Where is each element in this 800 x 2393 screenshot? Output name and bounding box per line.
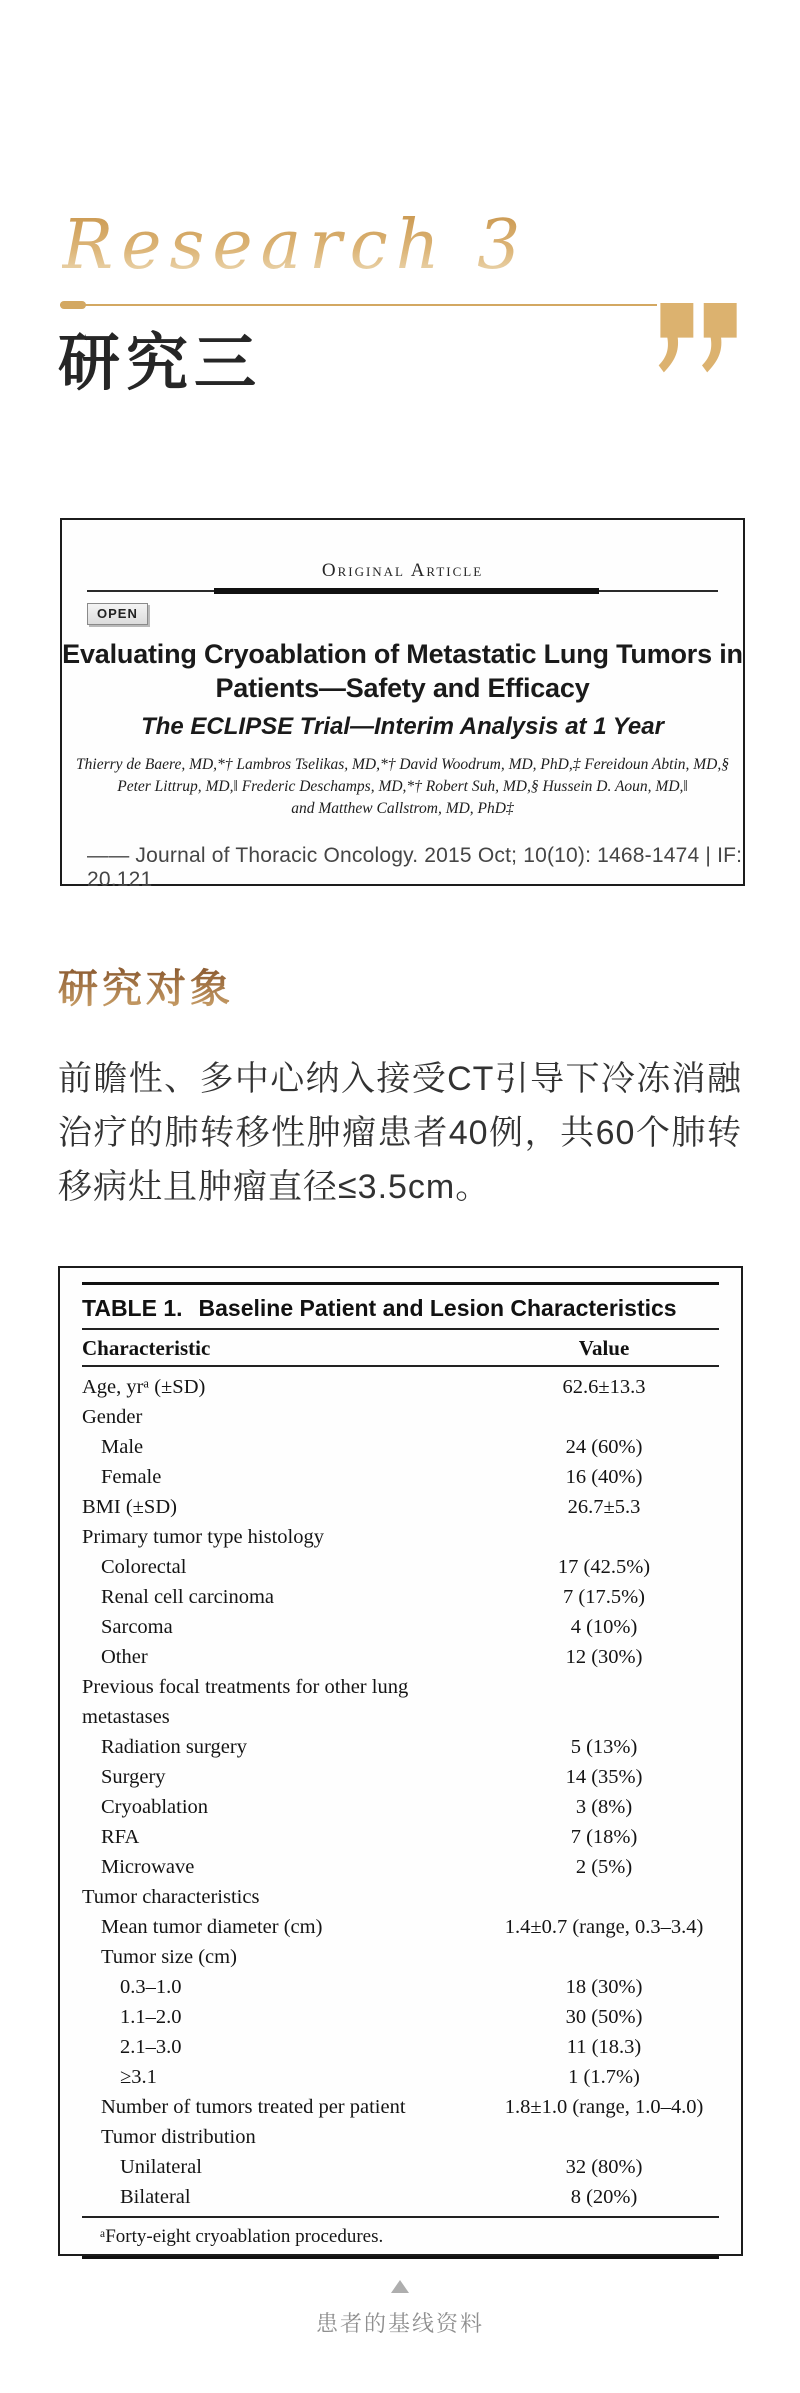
col-value: Value xyxy=(578,1336,630,1360)
table-row: Colorectal 17 (42.5%) xyxy=(101,1556,651,1578)
section-header xyxy=(0,0,800,406)
table-row: Female 16 (40%) xyxy=(101,1466,643,1488)
authors-line2: Peter Littrup, MD,‖ Frederic Deschamps, MD,*† Robert Suh, MD,§ Hussein D. Aoun, MD,‖ xyxy=(117,778,688,795)
col-characteristic: Characteristic xyxy=(82,1336,211,1360)
table-row: Gender xyxy=(82,1406,143,1428)
table-row: Bilateral 8 (20%) xyxy=(120,2186,638,2208)
gold-divider-line xyxy=(60,304,657,306)
table-title-text: Baseline Patient and Lesion Characteristics xyxy=(198,1295,677,1321)
table-title-label: TABLE 1. xyxy=(82,1295,183,1321)
baseline-table-card xyxy=(58,1266,743,2256)
script-title: Research 3 xyxy=(62,202,800,290)
article-category: Original Article xyxy=(321,560,484,581)
table-row: Tumor characteristics xyxy=(82,1886,260,1908)
table-row: Unilateral 32 (80%) xyxy=(120,2156,643,2178)
table-row: Mean tumor diameter (cm) 1.4±0.7 (range, 0.3–3.4) xyxy=(101,1916,704,1938)
arrow-up-icon xyxy=(391,2280,409,2293)
figure-footer xyxy=(0,2280,800,2338)
figure-caption: 患者的基线资料 xyxy=(315,2311,484,2336)
table-row: BMI (±SD) 26.7±5.3 xyxy=(82,1496,641,1518)
table-row: RFA 7 (18%) xyxy=(101,1826,638,1848)
table-row: Male 24 (60%) xyxy=(101,1436,643,1458)
table-row: Cryoablation 3 (8%) xyxy=(101,1796,633,1818)
table-row: Sarcoma 4 (10%) xyxy=(101,1616,638,1638)
table-row: Other 12 (30%) xyxy=(101,1646,643,1668)
paper-subtitle: The ECLIPSE Trial—Interim Analysis at 1 Year xyxy=(141,713,664,740)
table-row: Renal cell carcinoma 7 (17.5%) xyxy=(101,1586,645,1608)
table-column-headers xyxy=(82,1334,719,1362)
table-row: Previous focal treatments for other lung metastases xyxy=(82,1676,409,1728)
table-row: Surgery 14 (35%) xyxy=(101,1766,643,1788)
paper-title xyxy=(62,637,743,705)
paper-title-line1: Evaluating Cryoablation of Metastatic Lung Tumors in xyxy=(62,639,743,669)
table-row: Tumor distribution xyxy=(101,2126,256,2148)
authors-line3: and Matthew Callstrom, MD, PhD‡ xyxy=(291,800,514,817)
quote-icon xyxy=(658,303,746,381)
table-row: Tumor size (cm) xyxy=(101,1946,237,1968)
table-row: Primary tumor type histology xyxy=(82,1526,324,1548)
table-row: Radiation surgery 5 (13%) xyxy=(101,1736,638,1758)
journal-citation: —— Journal of Thoracic Oncology. 2015 Oct; 10(10): 1468-1474 | IF: 20.121 xyxy=(87,844,743,891)
table-row: ≥3.1 1 (1.7%) xyxy=(120,2066,640,2088)
table-footnote: ᵃForty-eight cryoablation procedures. xyxy=(100,2226,384,2247)
authors-line1: Thierry de Baere, MD,*† Lambros Tselikas, MD,*† David Woodrum, MD, PhD,‡ Fereidoun Abtin, MD,§ xyxy=(76,756,729,773)
table-title xyxy=(82,1293,719,1323)
open-access-badge: OPEN xyxy=(87,603,148,625)
paper-title-line2: Patients—Safety and Efficacy xyxy=(215,673,590,703)
table-row: Number of tumors treated per patient 1.8±1.0 (range, 1.0–4.0) xyxy=(101,2096,704,2118)
paper-authors xyxy=(62,754,743,820)
table-row: 0.3–1.0 18 (30%) xyxy=(120,1976,643,1998)
study-subjects-paragraph: 前瞻性、多中心纳入接受CT引导下冷冻消融治疗的肺转移性肿瘤患者40例，共60个肺转移病灶且肿瘤直径≤3.5cm。 xyxy=(58,1060,742,1206)
table-top-rule xyxy=(82,1282,719,1285)
study-subjects-heading: 研究对象 xyxy=(58,966,800,1012)
table-row: Age, yrᵃ (±SD) 62.6±13.3 xyxy=(82,1376,646,1398)
table-row: Microwave 2 (5%) xyxy=(101,1856,633,1878)
journal-article-card xyxy=(60,518,745,891)
table-row: 2.1–3.0 11 (18.3) xyxy=(120,2036,642,2058)
article-header-rule xyxy=(87,588,718,595)
table-body xyxy=(82,1372,719,2212)
section-title: 研究三 xyxy=(58,330,263,398)
table-bottom-rule xyxy=(82,2256,719,2259)
table-row: 1.1–2.0 30 (50%) xyxy=(120,2006,643,2028)
